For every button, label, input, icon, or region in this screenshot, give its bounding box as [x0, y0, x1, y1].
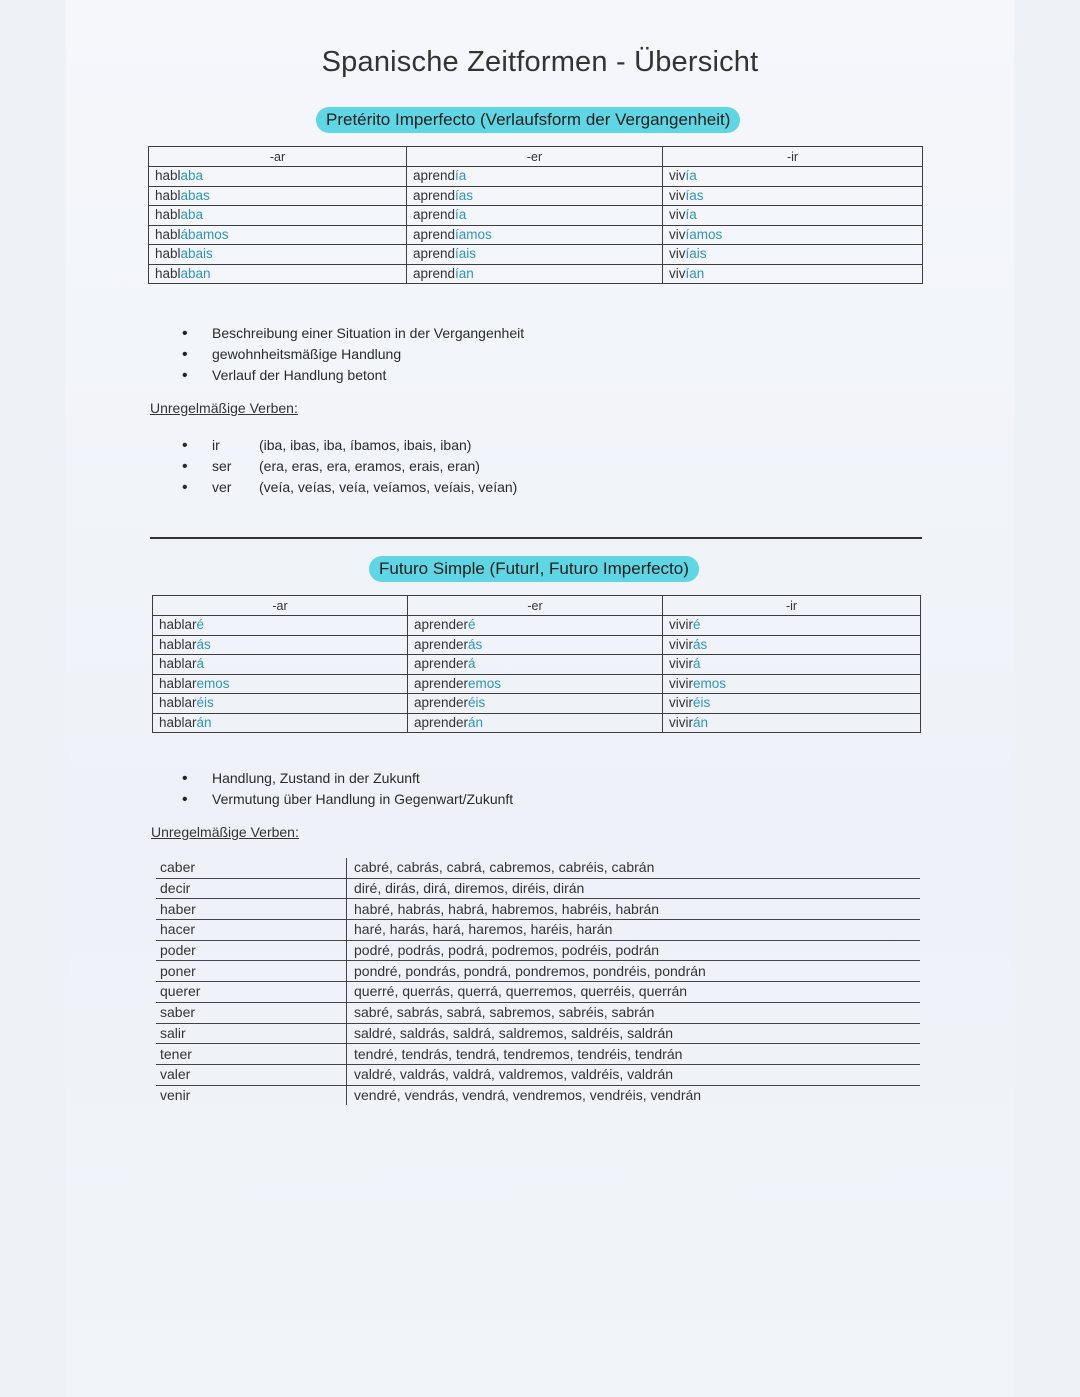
irregular-verb: ir — [212, 437, 220, 453]
verb-ending: é — [196, 617, 205, 633]
conjugation-cell — [153, 674, 408, 694]
verb-ending: emos — [196, 675, 230, 691]
verb-ending: ían — [685, 265, 705, 281]
verb-stem: vivir — [669, 617, 693, 633]
irregular-verb: ver — [212, 479, 232, 495]
irregular-forms: (veía, veías, veía, veíamos, veíais, veían) — [259, 479, 518, 495]
table-row — [156, 878, 920, 899]
table-row — [153, 655, 921, 675]
irregular-forms: pondré, pondrás, pondrá, pondremos, pondréis, pondrán — [347, 961, 921, 982]
imperfecto-usage-list — [182, 323, 524, 386]
irregular-forms: habré, habrás, habrá, habremos, habréis, habrán — [347, 899, 921, 920]
imperfecto-heading: Pretérito Imperfecto (Verlaufsform der Vergangenheit) — [316, 107, 740, 133]
table-row — [156, 961, 920, 982]
table-row — [156, 920, 920, 941]
verb-ending: ías — [685, 187, 704, 203]
verb-ending: ía — [685, 207, 697, 223]
conjugation-cell — [663, 264, 923, 284]
conjugation-cell — [408, 616, 663, 636]
conjugation-cell — [663, 167, 923, 187]
verb-ending: íamos — [455, 226, 492, 242]
irregular-verb: decir — [156, 878, 347, 899]
verb-stem: aprender — [414, 714, 469, 730]
table-row — [149, 245, 923, 265]
verb-stem: aprender — [414, 617, 469, 633]
futuro-irregular-table — [156, 858, 920, 1105]
conjugation-cell — [663, 635, 921, 655]
verb-stem: aprend — [413, 187, 456, 203]
futuro-table — [152, 595, 921, 733]
irregular-forms: (era, eras, era, eramos, erais, eran) — [259, 458, 480, 474]
conjugation-cell — [153, 655, 408, 675]
verb-ending: ías — [455, 187, 474, 203]
page-title: Spanische Zeitformen - Übersicht — [321, 46, 759, 78]
verb-stem: vivir — [669, 675, 693, 691]
verb-stem: hablar — [159, 617, 197, 633]
header-er: -er — [407, 147, 663, 167]
irregular-forms: sabré, sabrás, sabrá, sabremos, sabréis, sabrán — [347, 1002, 921, 1023]
irregular-forms: podré, podrás, podrá, podremos, podréis, podrán — [347, 940, 921, 961]
irregular-forms: tendré, tendrás, tendrá, tendremos, tendréis, tendrán — [347, 1044, 921, 1065]
table-row — [153, 674, 921, 694]
verb-ending: íais — [455, 246, 477, 262]
conjugation-cell — [153, 694, 408, 714]
verb-stem: habl — [155, 187, 181, 203]
verb-stem: habl — [155, 207, 181, 223]
verb-stem: viv — [669, 246, 686, 262]
verb-ending: é — [468, 617, 476, 633]
verb-ending: án — [196, 714, 212, 730]
conjugation-cell — [407, 186, 663, 206]
verb-stem: hablar — [159, 714, 197, 730]
table-row — [156, 940, 920, 961]
conjugation-cell — [407, 206, 663, 226]
irregular-verb: querer — [156, 982, 347, 1003]
irregular-forms: haré, harás, hará, haremos, haréis, harán — [347, 920, 921, 941]
conjugation-cell — [663, 674, 921, 694]
verb-ending: án — [468, 714, 484, 730]
verb-ending: ás — [196, 636, 211, 652]
verb-ending: ábamos — [180, 226, 229, 242]
verb-stem: habl — [155, 265, 181, 281]
irregular-verb: haber — [156, 899, 347, 920]
irregular-forms: saldré, saldrás, saldrá, saldremos, saldréis, saldrán — [347, 1023, 921, 1044]
verb-ending: é — [693, 617, 701, 633]
table-row — [156, 1002, 920, 1023]
irregular-verb: tener — [156, 1044, 347, 1065]
header-ar: -ar — [153, 596, 408, 616]
futuro-irregular-heading: Unregelmäßige Verben: — [151, 824, 299, 840]
conjugation-cell — [663, 694, 921, 714]
irregular-verb: poner — [156, 961, 347, 982]
verb-ending: éis — [693, 695, 711, 711]
verb-stem: hablar — [159, 636, 197, 652]
conjugation-cell — [149, 245, 407, 265]
conjugation-cell — [663, 225, 923, 245]
conjugation-cell — [149, 206, 407, 226]
verb-stem: viv — [669, 187, 686, 203]
conjugation-cell — [407, 264, 663, 284]
verb-stem: habl — [155, 226, 181, 242]
verb-stem: aprender — [414, 636, 469, 652]
verb-stem: viv — [669, 265, 686, 281]
irregular-verb: ser — [212, 458, 232, 474]
table-row — [156, 1023, 920, 1044]
conjugation-cell — [153, 616, 408, 636]
verb-ending: án — [693, 714, 709, 730]
irregular-verb: poder — [156, 940, 347, 961]
imperfecto-table — [148, 146, 923, 284]
futuro-usage-list — [182, 768, 513, 810]
table-row — [149, 167, 923, 187]
table-header-row — [153, 596, 921, 616]
verb-stem: aprender — [414, 695, 469, 711]
verb-ending: ía — [455, 207, 467, 223]
irregular-verb: valer — [156, 1064, 347, 1085]
table-row — [153, 694, 921, 714]
irregular-verb: saber — [156, 1002, 347, 1023]
list-item: • Vermutung über Handlung in Gegenwart/Zukunft — [182, 789, 513, 810]
list-item: • Handlung, Zustand in der Zukunft — [182, 768, 513, 789]
verb-ending: íamos — [685, 226, 723, 242]
list-item: • Beschreibung einer Situation in der Vergangenheit — [182, 323, 524, 344]
futuro-heading: Futuro Simple (FuturI, Futuro Imperfecto) — [369, 556, 699, 582]
verb-stem: hablar — [159, 695, 197, 711]
table-row — [153, 713, 921, 733]
conjugation-cell — [407, 225, 663, 245]
header-ir: -ir — [663, 147, 923, 167]
conjugation-cell — [408, 694, 663, 714]
verb-stem: aprend — [413, 226, 456, 242]
conjugation-cell — [149, 167, 407, 187]
verb-ending: ía — [455, 168, 467, 184]
verb-ending: ás — [468, 636, 483, 652]
verb-stem: vivir — [669, 656, 693, 672]
conjugation-cell — [663, 186, 923, 206]
verb-ending: aba — [180, 207, 204, 223]
verb-stem: hablar — [159, 675, 197, 691]
irregular-forms: diré, dirás, dirá, diremos, diréis, dirán — [347, 878, 921, 899]
imperfecto-irregular-list — [182, 435, 517, 498]
verb-ending: ía — [685, 168, 697, 184]
list-item: • gewohnheitsmäßige Handlung — [182, 344, 524, 365]
conjugation-cell — [408, 655, 663, 675]
verb-ending: abas — [180, 187, 210, 203]
list-item — [182, 477, 517, 498]
header-ir: -ir — [663, 596, 921, 616]
verb-stem: habl — [155, 168, 181, 184]
list-item — [182, 456, 517, 477]
verb-stem: vivir — [669, 695, 693, 711]
conjugation-cell — [407, 245, 663, 265]
conjugation-cell — [407, 167, 663, 187]
verb-ending: emos — [693, 675, 727, 691]
conjugation-cell — [663, 245, 923, 265]
verb-ending: ían — [455, 265, 474, 281]
verb-ending: ás — [693, 636, 708, 652]
conjugation-cell — [149, 186, 407, 206]
table-row — [156, 899, 920, 920]
table-row — [156, 1044, 920, 1065]
table-row — [149, 225, 923, 245]
irregular-verb: venir — [160, 1086, 191, 1103]
verb-stem: aprender — [414, 656, 469, 672]
table-row — [156, 858, 920, 878]
verb-ending: aba — [180, 168, 204, 184]
list-item — [182, 435, 517, 456]
verb-ending: á — [196, 656, 205, 672]
verb-ending: éis — [468, 695, 486, 711]
verb-stem: vivir — [669, 714, 693, 730]
verb-stem: viv — [669, 168, 686, 184]
verb-stem: hablar — [159, 656, 197, 672]
irregular-verb: hacer — [156, 920, 347, 941]
verb-stem: aprender — [414, 675, 469, 691]
table-row — [149, 206, 923, 226]
table-row — [153, 616, 921, 636]
verb-stem: viv — [669, 207, 686, 223]
irregular-verb: salir — [156, 1023, 347, 1044]
conjugation-cell — [408, 674, 663, 694]
verb-stem: aprend — [413, 246, 456, 262]
verb-ending: á — [468, 656, 476, 672]
verb-stem: habl — [155, 246, 181, 262]
section-divider — [150, 537, 922, 539]
verb-ending: emos — [468, 675, 502, 691]
table-row — [156, 1064, 920, 1085]
verb-ending: á — [693, 656, 701, 672]
irregular-forms: querré, querrás, querrá, querremos, querréis, querrán — [347, 982, 921, 1003]
conjugation-cell — [408, 635, 663, 655]
verb-ending: íais — [685, 246, 707, 262]
header-er: -er — [408, 596, 663, 616]
conjugation-cell — [663, 616, 921, 636]
conjugation-cell — [663, 655, 921, 675]
irregular-forms: vendré, vendrás, vendrá, vendremos, vendréis, vendrán — [347, 1085, 921, 1105]
conjugation-cell — [149, 225, 407, 245]
conjugation-cell — [153, 713, 408, 733]
table-header-row — [149, 147, 923, 167]
verb-ending: aban — [180, 265, 211, 281]
table-row — [156, 1085, 920, 1105]
irregular-forms: valdré, valdrás, valdrá, valdremos, valdréis, valdrán — [347, 1064, 921, 1085]
conjugation-cell — [408, 713, 663, 733]
header-ar: -ar — [149, 147, 407, 167]
imperfecto-irregular-heading: Unregelmäßige Verben: — [150, 400, 298, 416]
verb-stem: aprend — [413, 207, 456, 223]
table-row — [149, 264, 923, 284]
irregular-forms: cabré, cabrás, cabrá, cabremos, cabréis, cabrán — [347, 858, 921, 878]
table-row — [156, 982, 920, 1003]
verb-ending: éis — [196, 695, 214, 711]
verb-stem: aprend — [413, 168, 456, 184]
conjugation-cell — [663, 713, 921, 733]
list-item: • Verlauf der Handlung betont — [182, 365, 524, 386]
table-row — [149, 186, 923, 206]
conjugation-cell — [153, 635, 408, 655]
irregular-verb: caber — [156, 858, 347, 878]
irregular-forms: (iba, ibas, iba, íbamos, ibais, iban) — [259, 437, 472, 453]
conjugation-cell — [149, 264, 407, 284]
table-row — [153, 635, 921, 655]
verb-stem: viv — [669, 226, 686, 242]
verb-ending: abais — [180, 246, 213, 262]
verb-stem: vivir — [669, 636, 693, 652]
verb-stem: aprend — [413, 265, 456, 281]
conjugation-cell — [663, 206, 923, 226]
